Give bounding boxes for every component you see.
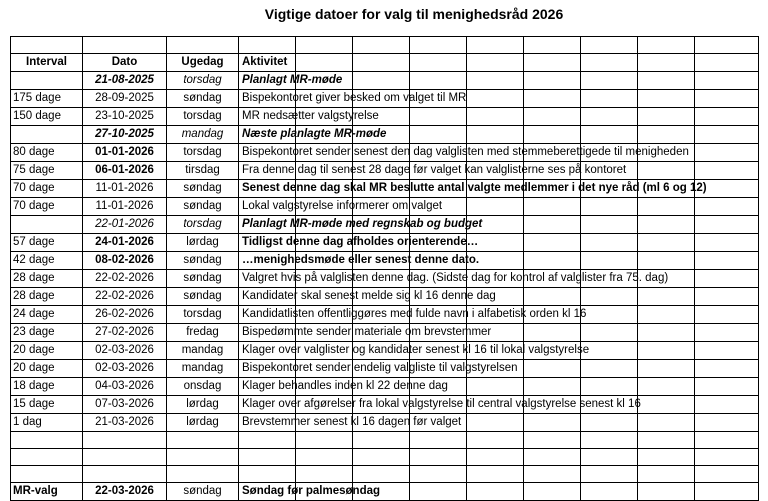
activity-cell: [239, 37, 296, 54]
weekday-cell: lørdag: [167, 414, 239, 432]
activity-text: Næste planlagte MR-møde: [242, 128, 387, 140]
interval-cell: 24 dage: [11, 306, 83, 324]
activity-text: Brevstemmer senest kl 16 dagen før valget: [242, 416, 462, 428]
empty-cell: [524, 72, 581, 90]
activity-cell: [239, 72, 343, 90]
weekday-cell: torsdag: [167, 216, 239, 234]
weekday-cell: tirsdag: [167, 162, 239, 180]
empty-cell: [638, 360, 695, 378]
empty-cell: [695, 466, 759, 483]
date-cell: [83, 37, 167, 54]
table-row: [11, 396, 759, 414]
empty-cell: [638, 37, 695, 54]
empty-cell: [638, 288, 695, 306]
weekday-cell: torsdag: [167, 72, 239, 90]
empty-cell: [467, 126, 524, 144]
empty-cell: [581, 483, 638, 501]
activity-cell: [239, 198, 443, 216]
date-cell: 26-02-2026: [83, 306, 167, 324]
activity-text: Bispekontoret sender senest den dag valglisten med stemmeberettigede til menigheden: [242, 146, 689, 158]
empty-cell: [695, 306, 759, 324]
interval-cell: 75 dage: [11, 162, 83, 180]
empty-cell: [353, 432, 410, 449]
activity-text: Planlagt MR-møde med regnskab og budget: [242, 218, 483, 230]
date-cell: 22-03-2026: [83, 483, 167, 501]
empty-cell: [638, 378, 695, 396]
weekday-cell: torsdag: [167, 144, 239, 162]
blank-row: [11, 432, 759, 449]
weekday-cell: søndag: [167, 288, 239, 306]
date-cell: 23-10-2025: [83, 108, 167, 126]
activity-cell: [239, 324, 492, 342]
empty-cell: [695, 162, 759, 180]
activity-text: Klager over afgørelser fra lokal valgstyrelse til central valgstyrelse senest kl 16: [242, 398, 641, 410]
table-row: [11, 72, 759, 90]
empty-cell: [581, 449, 638, 466]
blank-row: [11, 37, 759, 54]
activity-cell: [239, 126, 387, 144]
empty-cell: [524, 360, 581, 378]
empty-cell: [467, 378, 524, 396]
empty-cell: [410, 54, 467, 72]
interval-cell: 57 dage: [11, 234, 83, 252]
activity-cell: [239, 342, 590, 360]
empty-cell: [581, 466, 638, 483]
weekday-cell: søndag: [167, 198, 239, 216]
weekday-cell: mandag: [167, 342, 239, 360]
empty-cell: [524, 54, 581, 72]
empty-cell: [581, 198, 638, 216]
table-row: [11, 162, 759, 180]
weekday-cell: onsdag: [167, 378, 239, 396]
empty-cell: [581, 288, 638, 306]
empty-cell: [524, 90, 581, 108]
interval-cell: 15 dage: [11, 396, 83, 414]
weekday-cell: søndag: [167, 252, 239, 270]
final-row: [11, 483, 759, 501]
weekday-cell: lørdag: [167, 396, 239, 414]
empty-cell: [524, 432, 581, 449]
empty-cell: [467, 108, 524, 126]
interval-cell: [11, 216, 83, 234]
interval-cell: [11, 432, 83, 449]
empty-cell: [353, 37, 410, 54]
date-cell: [83, 449, 167, 466]
activity-cell: [239, 288, 496, 306]
empty-cell: [695, 144, 759, 162]
activity-text: Kandidatlisten offentliggøres med fulde navn i alfabetisk orden kl 16: [242, 308, 587, 320]
interval-cell: MR-valg: [11, 483, 83, 501]
activity-text: Lokal valgstyrelse informerer om valget: [242, 200, 443, 212]
activity-cell: [239, 162, 627, 180]
activity-text: Fra denne dag til senest 28 dage før valget kan valglisterne ses på kontoret: [242, 164, 627, 176]
empty-cell: [410, 126, 467, 144]
date-cell: 27-10-2025: [83, 126, 167, 144]
date-cell: 11-01-2026: [83, 180, 167, 198]
table-row: [11, 414, 759, 432]
blank-row: [11, 449, 759, 466]
weekday-cell: torsdag: [167, 306, 239, 324]
empty-cell: [467, 414, 524, 432]
header-row: [11, 54, 759, 72]
weekday-cell: [167, 449, 239, 466]
empty-cell: [353, 466, 410, 483]
activity-text: Bispekontoret giver besked om valget til MR: [242, 92, 467, 104]
activity-text: …menighedsmøde eller senest denne dato.: [242, 254, 480, 266]
empty-cell: [695, 449, 759, 466]
empty-cell: [410, 432, 467, 449]
empty-cell: [581, 37, 638, 54]
interval-cell: [11, 72, 83, 90]
interval-cell: 20 dage: [11, 342, 83, 360]
empty-cell: [410, 483, 467, 501]
empty-cell: [695, 483, 759, 501]
empty-cell: [581, 360, 638, 378]
empty-cell: [581, 432, 638, 449]
date-cell: 22-02-2026: [83, 270, 167, 288]
empty-cell: [581, 234, 638, 252]
page-title: Vigtige datoer for valg til menighedsråd 2026: [264, 6, 564, 22]
empty-cell: [524, 466, 581, 483]
interval-cell: 23 dage: [11, 324, 83, 342]
activity-cell: [239, 483, 381, 501]
activity-text: Aktivitet: [242, 56, 288, 68]
interval-cell: [11, 449, 83, 466]
empty-cell: [524, 126, 581, 144]
empty-cell: [695, 360, 759, 378]
table-row: [11, 216, 759, 234]
empty-cell: [695, 54, 759, 72]
activity-text: MR nedsætter valgstyrelse: [242, 110, 379, 122]
empty-cell: [638, 54, 695, 72]
empty-cell: [410, 449, 467, 466]
activity-cell: [239, 378, 448, 396]
empty-cell: [581, 414, 638, 432]
activity-cell: [239, 432, 296, 449]
empty-cell: [581, 324, 638, 342]
date-cell: 06-01-2026: [83, 162, 167, 180]
weekday-cell: søndag: [167, 90, 239, 108]
empty-cell: [524, 288, 581, 306]
empty-cell: [410, 108, 467, 126]
empty-cell: [695, 270, 759, 288]
weekday-cell: mandag: [167, 126, 239, 144]
empty-cell: [467, 72, 524, 90]
date-cell: 22-02-2026: [83, 288, 167, 306]
empty-cell: [638, 466, 695, 483]
date-cell: 24-01-2026: [83, 234, 167, 252]
date-cell: 07-03-2026: [83, 396, 167, 414]
empty-cell: [695, 324, 759, 342]
interval-cell: 28 dage: [11, 270, 83, 288]
table-row: [11, 378, 759, 396]
empty-cell: [296, 449, 353, 466]
interval-cell: 42 dage: [11, 252, 83, 270]
date-cell: 28-09-2025: [83, 90, 167, 108]
empty-cell: [695, 37, 759, 54]
weekday-cell: Ugedag: [167, 54, 239, 72]
empty-cell: [695, 414, 759, 432]
activity-text: Kandidater skal senest melde sig kl 16 denne dag: [242, 290, 496, 302]
table-row: [11, 360, 759, 378]
date-cell: 02-03-2026: [83, 342, 167, 360]
weekday-cell: søndag: [167, 483, 239, 501]
interval-cell: 80 dage: [11, 144, 83, 162]
activity-cell: [239, 270, 669, 288]
activity-cell: [239, 466, 296, 483]
date-cell: Dato: [83, 54, 167, 72]
empty-cell: [524, 449, 581, 466]
activity-cell: [239, 396, 641, 414]
empty-cell: [638, 216, 695, 234]
empty-cell: [581, 378, 638, 396]
empty-cell: [581, 252, 638, 270]
activity-text: Bispedømmte sender materiale om brevstemmer: [242, 326, 492, 338]
weekday-cell: søndag: [167, 180, 239, 198]
activity-cell: [239, 252, 480, 270]
empty-cell: [410, 37, 467, 54]
empty-cell: [467, 466, 524, 483]
interval-cell: 150 dage: [11, 108, 83, 126]
table-row: [11, 234, 759, 252]
table-row: [11, 108, 759, 126]
empty-cell: [638, 72, 695, 90]
empty-cell: [638, 342, 695, 360]
weekday-cell: [167, 432, 239, 449]
blank-row: [11, 466, 759, 483]
activity-text: Søndag før palmesøndag: [242, 485, 381, 497]
empty-cell: [581, 108, 638, 126]
date-cell: 27-02-2026: [83, 324, 167, 342]
interval-cell: 175 dage: [11, 90, 83, 108]
empty-cell: [695, 288, 759, 306]
interval-cell: [11, 126, 83, 144]
empty-cell: [467, 198, 524, 216]
interval-cell: [11, 466, 83, 483]
activity-cell: [239, 306, 587, 324]
activity-text: Senest denne dag skal MR beslutte antal valgte medlemmer i det nye råd (ml 6 og 12): [242, 182, 707, 194]
activity-cell: [239, 360, 518, 378]
table-row: [11, 270, 759, 288]
activity-cell: [239, 180, 707, 198]
empty-cell: [638, 414, 695, 432]
empty-cell: [638, 483, 695, 501]
empty-cell: [695, 216, 759, 234]
activity-cell: [239, 414, 462, 432]
empty-cell: [695, 72, 759, 90]
empty-cell: [581, 126, 638, 144]
empty-cell: [638, 324, 695, 342]
date-cell: 01-01-2026: [83, 144, 167, 162]
empty-cell: [524, 378, 581, 396]
empty-cell: [524, 234, 581, 252]
activity-text: Klager over valglister og kandidater senest kl 16 til lokal valgstyrelse: [242, 344, 590, 356]
empty-cell: [638, 126, 695, 144]
interval-cell: 20 dage: [11, 360, 83, 378]
empty-cell: [524, 483, 581, 501]
empty-cell: [695, 378, 759, 396]
interval-cell: Interval: [11, 54, 83, 72]
empty-cell: [638, 432, 695, 449]
empty-cell: [524, 324, 581, 342]
date-cell: 08-02-2026: [83, 252, 167, 270]
empty-cell: [467, 432, 524, 449]
empty-cell: [410, 72, 467, 90]
activity-cell: [239, 90, 467, 108]
empty-cell: [296, 466, 353, 483]
empty-cell: [695, 396, 759, 414]
empty-cell: [410, 466, 467, 483]
activity-text: Bispekontoret sender endelig valgliste til valgstyrelsen: [242, 362, 518, 374]
table-row: [11, 288, 759, 306]
schedule-table: [10, 36, 759, 501]
interval-cell: 1 dag: [11, 414, 83, 432]
activity-text: Tidligst denne dag afholdes orienterende…: [242, 236, 479, 248]
empty-cell: [524, 198, 581, 216]
weekday-cell: lørdag: [167, 234, 239, 252]
table-row: [11, 90, 759, 108]
empty-cell: [695, 108, 759, 126]
empty-cell: [638, 306, 695, 324]
table-row: [11, 144, 759, 162]
empty-cell: [296, 37, 353, 54]
table-row: [11, 324, 759, 342]
date-cell: 04-03-2026: [83, 378, 167, 396]
date-cell: 02-03-2026: [83, 360, 167, 378]
empty-cell: [638, 234, 695, 252]
empty-cell: [638, 90, 695, 108]
weekday-cell: mandag: [167, 360, 239, 378]
activity-cell: [239, 54, 296, 72]
empty-cell: [695, 90, 759, 108]
empty-cell: [353, 72, 410, 90]
empty-cell: [524, 216, 581, 234]
empty-cell: [581, 54, 638, 72]
empty-cell: [296, 54, 353, 72]
empty-cell: [467, 449, 524, 466]
empty-cell: [638, 108, 695, 126]
empty-cell: [581, 306, 638, 324]
empty-cell: [638, 449, 695, 466]
activity-cell: [239, 108, 379, 126]
activity-cell: [239, 144, 689, 162]
empty-cell: [581, 90, 638, 108]
table-row: [11, 180, 759, 198]
empty-cell: [524, 252, 581, 270]
weekday-cell: torsdag: [167, 108, 239, 126]
weekday-cell: [167, 37, 239, 54]
weekday-cell: fredag: [167, 324, 239, 342]
interval-cell: 18 dage: [11, 378, 83, 396]
empty-cell: [638, 252, 695, 270]
empty-cell: [638, 162, 695, 180]
table-row: [11, 306, 759, 324]
empty-cell: [353, 449, 410, 466]
date-cell: 22-01-2026: [83, 216, 167, 234]
empty-cell: [695, 126, 759, 144]
table-row: [11, 342, 759, 360]
empty-cell: [467, 54, 524, 72]
interval-cell: [11, 37, 83, 54]
empty-cell: [638, 198, 695, 216]
date-cell: 21-03-2026: [83, 414, 167, 432]
date-cell: [83, 466, 167, 483]
weekday-cell: [167, 466, 239, 483]
empty-cell: [581, 72, 638, 90]
empty-cell: [695, 234, 759, 252]
empty-cell: [695, 252, 759, 270]
empty-cell: [638, 396, 695, 414]
table-row: [11, 198, 759, 216]
empty-cell: [695, 198, 759, 216]
interval-cell: 70 dage: [11, 198, 83, 216]
empty-cell: [524, 37, 581, 54]
empty-cell: [695, 342, 759, 360]
empty-cell: [467, 37, 524, 54]
activity-text: Valgret hvis på valglisten denne dag. (Sidste dag for kontrol af valglister fra 75. dag): [242, 272, 669, 284]
empty-cell: [695, 432, 759, 449]
empty-cell: [467, 90, 524, 108]
date-cell: 21-08-2025: [83, 72, 167, 90]
empty-cell: [524, 414, 581, 432]
table-row: [11, 126, 759, 144]
table-row: [11, 252, 759, 270]
date-cell: 11-01-2026: [83, 198, 167, 216]
interval-cell: 70 dage: [11, 180, 83, 198]
activity-cell: [239, 216, 483, 234]
activity-text: Planlagt MR-møde: [242, 74, 343, 86]
date-cell: [83, 432, 167, 449]
empty-cell: [296, 432, 353, 449]
activity-cell: [239, 234, 479, 252]
interval-cell: 28 dage: [11, 288, 83, 306]
weekday-cell: søndag: [167, 270, 239, 288]
empty-cell: [353, 54, 410, 72]
empty-cell: [581, 216, 638, 234]
empty-cell: [467, 483, 524, 501]
activity-cell: [239, 449, 296, 466]
activity-text: Klager behandles inden kl 22 denne dag: [242, 380, 448, 392]
empty-cell: [524, 108, 581, 126]
